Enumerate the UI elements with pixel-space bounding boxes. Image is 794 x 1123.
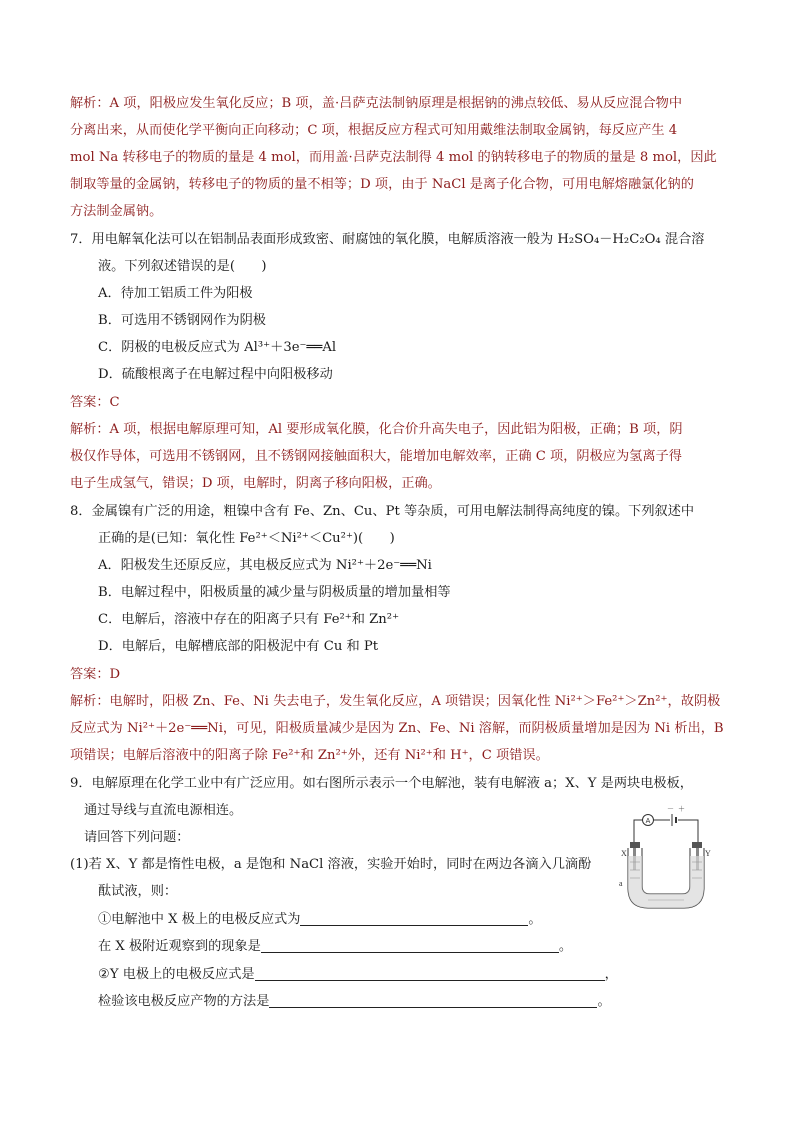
q7-analysis-line-1: 解析：A 项，根据电解原理可知，Al 要形成氧化膜，化合价升高失电子，因此铝为阳极，正确；B 项，阴 (70, 422, 683, 437)
q9-blank-3-row (98, 966, 618, 984)
q8-stem-line-1: 8．金属镍有广泛的用途，粗镍中含有 Fe、Zn、Cu、Pt 等杂质，可用电解法制得高纯度的镍。下列叙述中 (70, 504, 695, 519)
u-tube-inner (642, 848, 690, 894)
q7-analysis-line-3: 电子生成氢气，错误；D 项，电解时，阴离子移向阳极，正确。 (70, 476, 441, 491)
ammeter-label: A (645, 818, 651, 825)
q8-option-b: B．电解过程中，阳极质量的减少量与阴极质量的增加量相等 (98, 585, 451, 600)
q9-blank-1-row (98, 911, 542, 929)
q7-stem-line-2: 液。下列叙述错误的是( ) (98, 259, 267, 274)
q9-stem-line-2: 通过导线与直流电源相连。 (84, 803, 243, 818)
q8-answer: 答案：D (70, 667, 121, 682)
q8-analysis-line-1: 解析：电解时，阳极 Zn、Fe、Ni 失去电子，发生氧化反应，A 项错误；因氧化性 Ni²⁺＞Fe²⁺＞Zn²⁺，故阴极 (70, 694, 721, 709)
q9-part1-line-1: (1)若 X、Y 都是惰性电极，a 是饱和 NaCl 溶液，实验开始时，同时在两边各滴入几滴酚 (70, 857, 592, 872)
q9-blank-2-end: 。 (558, 939, 573, 954)
analysis-6-line-4: 制取等量的金属钠，转移电子的物质的量不相等；D 项，由于 NaCl 是离子化合物，可用电解熔融氯化钠的 (70, 177, 694, 192)
q9-blank-4-label: 检验该电极反应产物的方法是 (98, 994, 270, 1009)
q8-option-d: D．电解后，电解槽底部的阳极泥中有 Cu 和 Pt (98, 639, 379, 654)
battery-minus-sign: － (667, 806, 674, 813)
q7-option-b: B．可选用不锈钢网作为阴极 (98, 313, 266, 328)
q7-answer: 答案：C (70, 395, 120, 410)
q9-blank-4-answer-line[interactable] (269, 993, 597, 1008)
analysis-6-line-1: 解析：A 项，阳极应发生氧化反应；B 项，盖·吕萨克法制钠原理是根据钠的沸点较低、易从反应混合物中 (70, 96, 683, 111)
q8-analysis-line-3: 项错误；电解后溶液中的阳离子除 Fe²⁺和 Zn²⁺外，还有 Ni²⁺和 H⁺，C 项错误。 (70, 748, 549, 763)
q7-option-c: C．阴极的电极反应式为 Al³⁺＋3e⁻══Al (98, 340, 337, 355)
q8-analysis-line-2: 反应式为 Ni²⁺＋2e⁻══Ni，可见，阳极质量减少是因为 Zn、Fe、Ni 溶解，而阴极质量增加是因为 Ni 析出，B (70, 721, 724, 736)
q9-blank-1-end: 。 (528, 912, 542, 927)
q9-blank-2-row (98, 938, 572, 956)
q8-option-c: C．电解后，溶液中存在的阳离子只有 Fe²⁺和 Zn²⁺ (98, 612, 400, 627)
q7-option-d: D．硫酸根离子在电解过程中向阳极移动 (98, 367, 333, 382)
q9-blank-3-answer-line[interactable] (255, 966, 605, 981)
q9-blank-2-label: 在 X 极附近观察到的现象是 (98, 939, 261, 954)
analysis-6-line-5: 方法制金属钠。 (70, 204, 163, 219)
q7-option-a: A．待加工铝质工件为阳极 (98, 286, 253, 301)
q9-blank-2-answer-line[interactable] (261, 938, 559, 953)
q9-blank-4-row (98, 993, 611, 1011)
label-a: a (619, 879, 623, 888)
q9-blank-1-answer-line[interactable] (300, 911, 528, 926)
battery-plus-sign: ＋ (678, 806, 685, 813)
analysis-6-line-3: mol Na 转移电子的物质的量是 4 mol，而用盖·吕萨克法制得 4 mol 的钠转移电子的物质的量是 8 mol，因此 (70, 150, 717, 165)
q7-stem-line-1: 7．用电解氧化法可以在铝制品表面形成致密、耐腐蚀的氧化膜，电解质溶液一般为 H₂SO₄－H₂C₂O₄ 混合溶 (70, 232, 705, 247)
q9-blank-1-label: ①电解池中 X 极上的电极反应式为 (98, 912, 301, 927)
right-stopper (692, 842, 702, 848)
q9-part1-line-2: 酞试液，则： (98, 884, 178, 899)
analysis-6-line-2: 分离出来，从而使化学平衡向正向移动；C 项，根据反应方程式可知用戴维法制取金属钠，每反应产生 4 (70, 123, 678, 138)
q8-option-a: A．阳极发生还原反应，其电极反应式为 Ni²⁺＋2e⁻══Ni (98, 558, 432, 573)
label-y: Y (705, 849, 711, 858)
label-x: X (621, 849, 627, 858)
q9-blank-4-end: 。 (597, 994, 611, 1009)
q9-blank-3-label: ②Y 电极上的电极反应式是 (98, 967, 255, 982)
left-stopper (630, 842, 640, 848)
q9-stem-line-1: 9．电解原理在化学工业中有广泛应用。如右图所示表示一个电解池，装有电解液 a；X、Y 是两块电极板， (70, 776, 693, 791)
q9-prompt: 请回答下列问题： (84, 830, 190, 845)
q9-blank-3-end: ， (604, 967, 618, 982)
q7-analysis-line-2: 极仅作导体，可选用不锈钢网，且不锈钢网接触面积大，能增加电解效率，正确 C 项，阴极应为氢离子得 (70, 449, 682, 464)
q8-stem-line-2: 正确的是(已知：氧化性 Fe²⁺＜Ni²⁺＜Cu²⁺)( ) (98, 531, 395, 546)
electrolysis-cell-diagram (612, 800, 712, 912)
